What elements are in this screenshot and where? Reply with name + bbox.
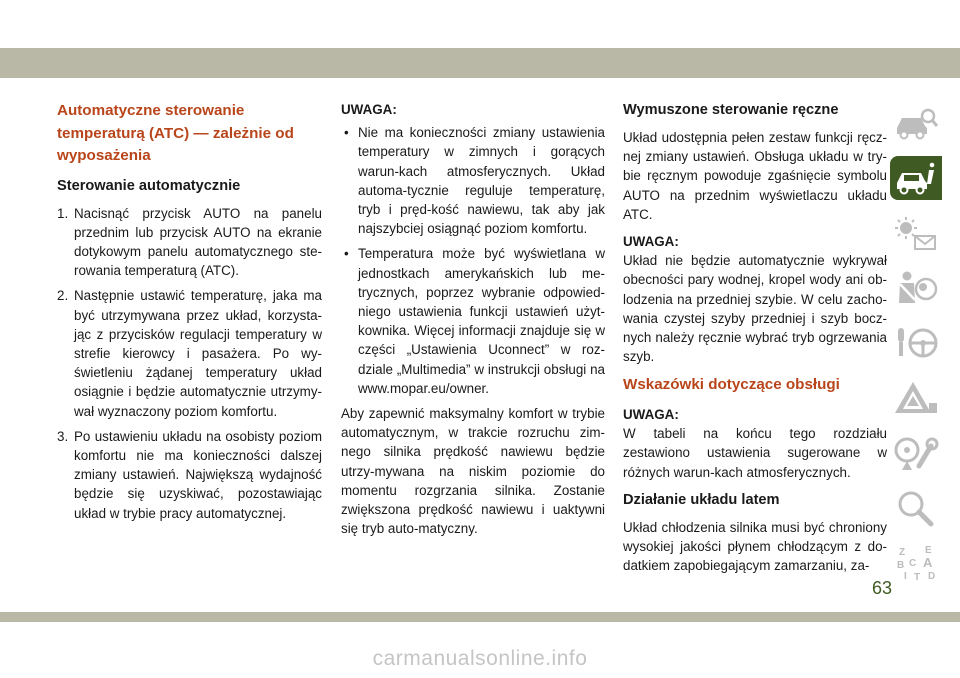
tab-safety[interactable] bbox=[890, 266, 942, 310]
car-info-icon bbox=[893, 159, 939, 197]
step-text: Po ustawieniu układu na osobisty poziom komfortu nie ma konieczności dalszej zmiany ustawień. Największą wydajność będzie się uzyskiwać, pozostawiając układ w trybie pracy automatycznej. bbox=[74, 428, 322, 521]
tab-service[interactable] bbox=[890, 431, 942, 475]
tab-index[interactable] bbox=[890, 541, 942, 585]
list-item bbox=[341, 244, 605, 398]
column-left bbox=[57, 100, 322, 529]
list-item bbox=[57, 286, 322, 420]
page-number: 63 bbox=[871, 578, 892, 598]
alphabet-index-icon bbox=[893, 544, 939, 582]
note-label: UWAGA: bbox=[623, 406, 679, 422]
section-title-manual: Wymuszone sterowanie ręczne bbox=[623, 102, 839, 118]
tab-car-search[interactable] bbox=[890, 101, 942, 145]
column-middle bbox=[341, 100, 605, 546]
bullet-dot: • bbox=[344, 125, 349, 141]
tab-starting-driving[interactable] bbox=[890, 321, 942, 365]
hazard-triangle-icon bbox=[893, 379, 939, 417]
column-right bbox=[623, 100, 887, 583]
step-list bbox=[57, 204, 322, 523]
index-letter: Z bbox=[899, 547, 906, 558]
magnifier-icon bbox=[893, 489, 939, 527]
bullet-text: Nie ma konieczności zmiany ustawienia temperatury w zimnych i gorących warun-kach atmosferycznych. Układ automa-tycznie reguluje temperaturę, tryb i pręd-kość nawiewu, tak aby jak najszybciej osiągnąć poziom komfortu. bbox=[358, 125, 605, 237]
body-paragraph: Układ chłodzenia silnika musi być chroniony wysokiej jakości płynem chłodzącym z do-datkiem zapobiegającym zamarzaniu, za- bbox=[623, 519, 887, 574]
steering-wheel-icon bbox=[893, 324, 939, 362]
note-label: UWAGA: bbox=[623, 234, 679, 250]
list-item bbox=[57, 204, 322, 281]
note-label: UWAGA: bbox=[341, 102, 397, 117]
list-item bbox=[341, 123, 605, 238]
body-paragraph: Aby zapewnić maksymalny komfort w trybie automatycznym, w trakcie rozruchu zim-nego silnika prędkość nawiewu będzie utrzy-mywana na niskim poziomie do momentu rozgrzania silnika. Zostanie zwiększona prędkość nawiewu i uaktywni się tryb auto-matyczny. bbox=[341, 406, 605, 537]
tab-car-info[interactable] bbox=[890, 156, 942, 200]
watermark: carmanualsonline.info bbox=[372, 647, 588, 670]
section-title-atc: Automatyczne sterowanie temperaturą (ATC) — zależnie od wyposażenia bbox=[57, 102, 294, 164]
index-letter: E bbox=[925, 545, 932, 556]
section-title-summer: Działanie układu latem bbox=[623, 491, 780, 508]
index-letter: C bbox=[909, 558, 917, 569]
step-text: Następnie ustawić temperaturę, jaka ma być utrzymywana przez układ, korzysta-jąc z przycisków regulacji temperatury w strefie kierowcy i pasażera. Po wy-świetleniu żądanej temperatury układ osiągnie i będzie automatycznie utrzymy-wał wyznaczony poziom komfortu. bbox=[74, 288, 322, 419]
index-letter: B bbox=[897, 560, 905, 571]
tab-warning-lights[interactable] bbox=[890, 211, 942, 255]
tab-technical-data[interactable] bbox=[890, 486, 942, 530]
note-text: W tabeli na końcu tego rozdziału zestawiono ustawienia sugerowane w różnych warun-kach atmosferycznych. bbox=[623, 426, 887, 480]
list-item bbox=[57, 427, 322, 523]
wrench-gauge-icon bbox=[893, 434, 939, 472]
seatbelt-airbag-icon bbox=[893, 269, 939, 307]
car-search-icon bbox=[893, 104, 939, 142]
index-letter: D bbox=[928, 571, 936, 582]
body-paragraph: Układ udostępnia pełen zestaw funkcji ręcz-nej zmiany ustawień. Obsługa układu w try-bie ręcznym powoduje zgaśnięcie symbolu AUTO na przednim wyświetlaczu układu ATC. bbox=[623, 130, 887, 222]
tab-emergency[interactable] bbox=[890, 376, 942, 420]
index-letter: A bbox=[923, 555, 933, 570]
step-number: 1. bbox=[57, 205, 69, 221]
index-letter: I bbox=[904, 571, 907, 582]
section-title-tips: Wskazówki dotyczące obsługi bbox=[623, 376, 840, 394]
chapter-tabs bbox=[890, 101, 942, 596]
step-number: 3. bbox=[57, 428, 69, 444]
header-band bbox=[0, 48, 960, 78]
warning-light-icon bbox=[893, 214, 939, 252]
index-letter: T bbox=[914, 572, 921, 582]
note-bullets bbox=[341, 123, 605, 398]
note-text: Układ nie będzie automatycznie wykrywał obecności pary wodnej, kropel wody ani ob-lodzenia na przedniej szybie. W celu zacho-wania czystej szyby przedniej i szyb bocz-nych należy ręcznie wybrać tryb ogrzewania szyb. bbox=[623, 253, 887, 365]
step-text: Nacisnąć przycisk AUTO na panelu przednim lub przycisk AUTO na ekranie dotykowym panelu automatycznego ste-rowania temperaturą (ATC). bbox=[74, 205, 322, 279]
step-number: 2. bbox=[57, 288, 69, 304]
subsection-title-auto: Sterowanie automatycznie bbox=[57, 177, 241, 194]
footer-band bbox=[0, 612, 960, 622]
bullet-dot: • bbox=[344, 246, 349, 262]
bullet-text: Temperatura może być wyświetlana w jednostkach amerykańskich lub me-trycznych, poprzez wybranie odpowied-niego ustawienia funkcji ustawień użyt-kownika. Więcej informacji znajduje się w części „Ustawienia Uconnect” w roz-dziale „Multimedia” w instrukcji obsługi na www.mopar.eu/owner. bbox=[358, 246, 605, 396]
